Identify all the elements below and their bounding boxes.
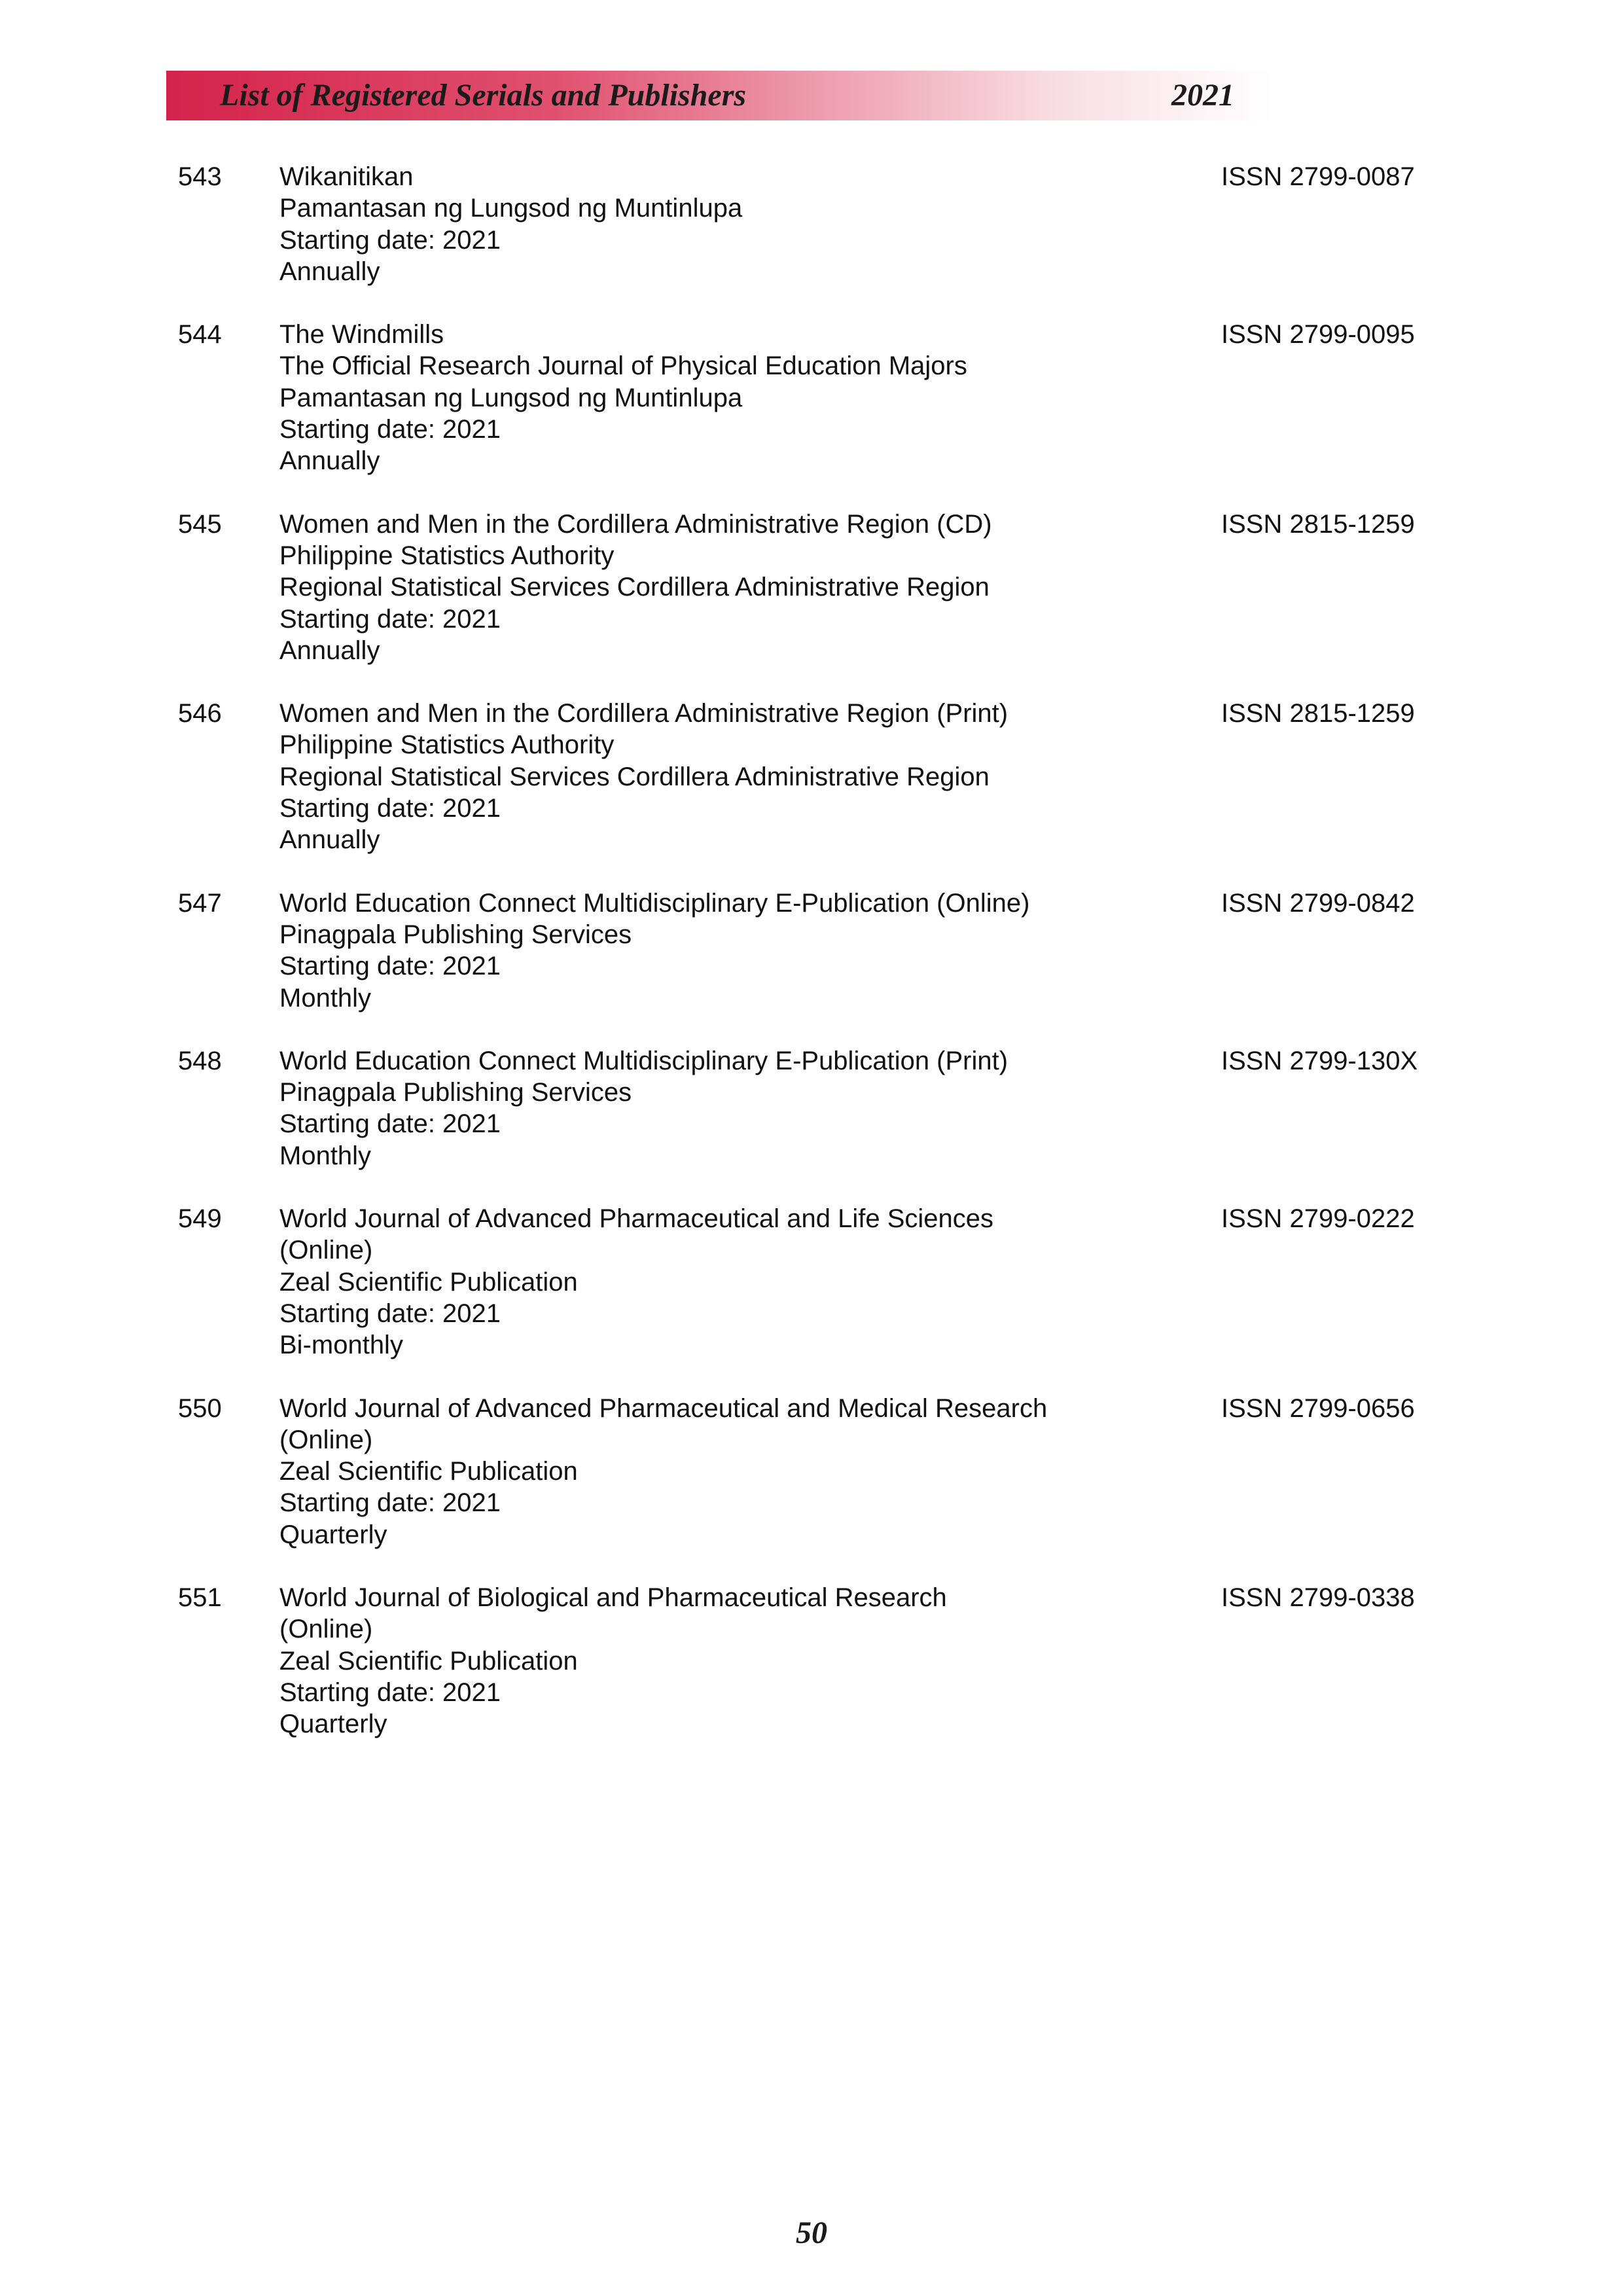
entry-detail-line: Bi-monthly [279,1331,403,1360]
entry-detail-line: Quarterly [279,1710,387,1739]
entry-number: 547 [178,888,222,918]
entry-detail-line: Starting date: 2021 [279,1109,501,1139]
entry-detail-line: Pamantasan ng Lungsod ng Muntinlupa [279,383,743,412]
entry-number: 543 [178,162,222,191]
entry-detail-line: Starting date: 2021 [279,1677,501,1707]
serial-entry [0,161,1623,287]
serial-entry [0,698,1623,855]
serial-entry [0,319,1623,476]
entry-detail-line: Starting date: 2021 [279,794,501,823]
serial-title: Wikanitikan [279,162,414,191]
serial-title: World Journal of Biological and Pharmaceutical Research [279,1583,947,1612]
entry-details [279,1582,1104,1740]
entry-detail-line: (Online) [279,1615,373,1644]
entry-detail-line: Regional Statistical Services Cordillera Administrative Region [279,762,990,791]
issn-number: ISSN 2815-1259 [1221,509,1415,539]
entry-detail-line: Annually [279,257,380,286]
entry-detail-line: Monthly [279,983,372,1013]
serials-list [0,161,1623,1771]
serial-title: World Journal of Advanced Pharmaceutical and Life Sciences [279,1204,993,1234]
entry-detail-line: Zeal Scientific Publication [279,1646,578,1676]
issn-number: ISSN 2815-1259 [1221,699,1415,728]
entry-detail-line: Quarterly [279,1520,387,1549]
entry-detail-line: (Online) [279,1425,373,1454]
entry-detail-line: The Official Research Journal of Physical Education Majors [279,351,967,381]
serial-title: World Education Connect Multidisciplinary E-Publication (Print) [279,1046,1008,1075]
entry-details [279,161,1104,287]
entry-number: 550 [178,1393,222,1423]
issn-number: ISSN 2799-0087 [1221,162,1415,191]
header-year: 2021 [1171,78,1234,113]
entry-details [279,698,1104,855]
issn-number: ISSN 2799-0222 [1221,1204,1415,1234]
issn-number: ISSN 2799-130X [1221,1046,1418,1075]
entry-detail-line: Annually [279,825,380,855]
serial-entry [0,1582,1623,1740]
entry-number: 545 [178,509,222,539]
entry-detail-line: Annually [279,636,380,665]
entry-detail-line: Pinagpala Publishing Services [279,1078,632,1107]
serial-title: Women and Men in the Cordillera Administrative Region (Print) [279,699,1008,728]
serial-title: Women and Men in the Cordillera Administrative Region (CD) [279,509,992,539]
entry-detail-line: (Online) [279,1236,373,1265]
entry-detail-line: Monthly [279,1141,372,1170]
serial-entry [0,1393,1623,1551]
entry-detail-line: Starting date: 2021 [279,1299,501,1328]
entry-detail-line: Starting date: 2021 [279,1488,501,1518]
entry-detail-line: Philippine Statistics Authority [279,730,615,760]
entry-detail-line: Regional Statistical Services Cordillera Administrative Region [279,573,990,602]
entry-number: 551 [178,1583,222,1612]
serial-entry [0,509,1623,666]
entry-detail-line: Starting date: 2021 [279,415,501,444]
issn-number: ISSN 2799-0656 [1221,1393,1415,1423]
entry-detail-line: Philippine Statistics Authority [279,541,615,570]
entry-number: 549 [178,1204,222,1234]
entry-detail-line: Pinagpala Publishing Services [279,920,632,949]
issn-number: ISSN 2799-0338 [1221,1583,1415,1612]
page-number: 50 [796,2215,827,2250]
entry-number: 548 [178,1046,222,1075]
issn-number: ISSN 2799-0842 [1221,888,1415,918]
serial-entry [0,1203,1623,1361]
entry-detail-line: Starting date: 2021 [279,952,501,981]
page-title: List of Registered Serials and Publishers [220,78,747,113]
entry-detail-line: Starting date: 2021 [279,604,501,634]
entry-detail-line: Annually [279,446,380,476]
issn-number: ISSN 2799-0095 [1221,320,1415,350]
entry-details [279,1045,1104,1172]
entry-details [279,319,1104,476]
entry-details [279,888,1104,1014]
entry-details [279,509,1104,666]
entry-number: 544 [178,320,222,350]
entry-detail-line: Zeal Scientific Publication [279,1457,578,1486]
entry-number: 546 [178,699,222,728]
serial-title: The Windmills [279,320,444,350]
serial-entry [0,888,1623,1014]
entry-detail-line: Zeal Scientific Publication [279,1267,578,1297]
entry-details [279,1393,1104,1551]
entry-detail-line: Starting date: 2021 [279,225,501,255]
serial-title: World Journal of Advanced Pharmaceutical and Medical Research [279,1393,1048,1423]
entry-details [279,1203,1104,1361]
serial-entry [0,1045,1623,1172]
serial-title: World Education Connect Multidisciplinary E-Publication (Online) [279,888,1030,918]
entry-detail-line: Pamantasan ng Lungsod ng Muntinlupa [279,194,743,223]
